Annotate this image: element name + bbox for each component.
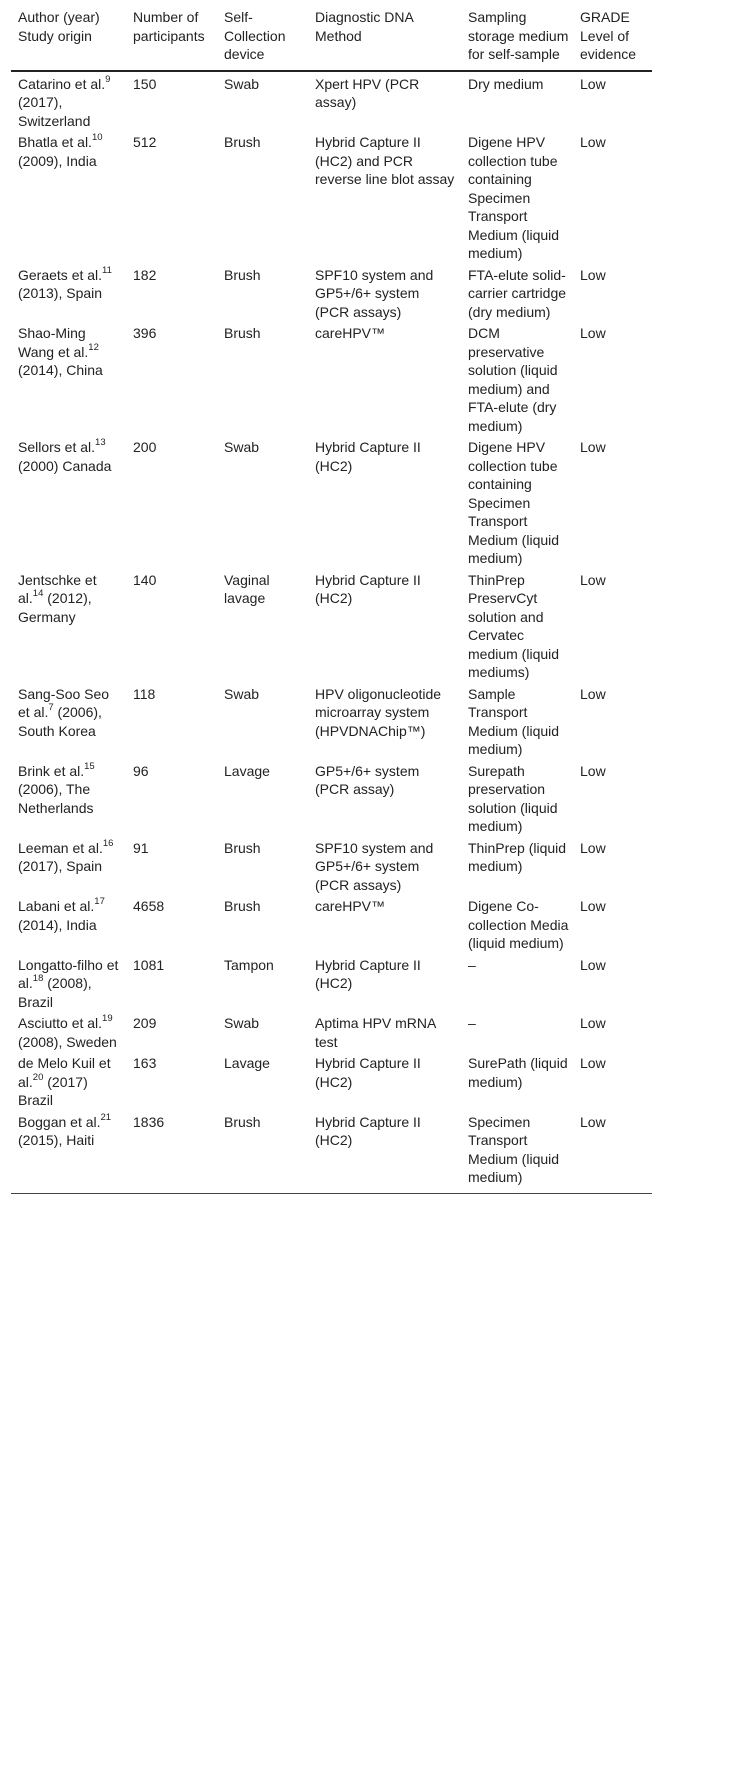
cell-device: Swab — [224, 75, 260, 92]
table-row — [11, 1051, 652, 1110]
cell-device: Swab — [224, 685, 260, 702]
author-name: Brink et al. — [18, 762, 85, 779]
cell-grade: Low — [580, 956, 606, 973]
reference-number: 21 — [100, 1111, 112, 1123]
cell-method: Hybrid Capture II (HC2) — [308, 1110, 461, 1194]
cell-medium: Digene Co-collection Media (liquid medium) — [468, 898, 569, 951]
cell-participants: 1836 — [126, 1110, 217, 1194]
table-row — [11, 836, 652, 895]
author-year-origin: (2008), Brazil — [18, 975, 92, 1010]
cell-participants: 396 — [133, 325, 157, 341]
author-name: Longatto-filho et al. — [18, 956, 119, 991]
author-year-origin: (2000) Canada — [18, 457, 112, 474]
cell-grade: Low — [580, 439, 606, 455]
cell-author — [11, 836, 126, 895]
cell-medium: FTA-elute solid-carrier cartridge (dry medium) — [468, 266, 567, 320]
cell-device: Swab — [224, 1015, 260, 1031]
cell-grade: Low — [580, 1055, 606, 1071]
cell-author — [11, 130, 126, 263]
cell-medium: – — [468, 1015, 476, 1031]
reference-number: 11 — [102, 264, 112, 276]
reference-number: 17 — [94, 896, 105, 908]
reference-number: 9 — [105, 73, 111, 85]
author-name: Boggan et al. — [18, 1113, 101, 1130]
reference-number: 7 — [48, 702, 54, 714]
author-name: Labani et al. — [18, 898, 95, 914]
header-participants: Number of participants — [126, 7, 217, 71]
cell-device: Brush — [224, 134, 261, 150]
cell-participants: 163 — [133, 1055, 157, 1071]
cell-method: careHPV™ — [315, 898, 386, 914]
author-name: Jentschke et al. — [18, 571, 97, 606]
author-year-origin: (2017) Brazil — [18, 1073, 88, 1108]
cell-grade: Low — [580, 571, 606, 588]
cell-medium: DCM preservative solution (liquid medium) and FTA-elute (dry medium) — [468, 325, 558, 434]
reference-number: 18 — [32, 973, 44, 985]
cell-participants: 209 — [133, 1015, 157, 1031]
cell-author — [11, 1110, 126, 1194]
author-year-origin: (2009), India — [18, 152, 97, 169]
author-year-origin: (2014), India — [18, 916, 97, 933]
reference-number: 20 — [32, 1071, 44, 1083]
header-device: Self-Collection device — [217, 7, 308, 71]
cell-device: Brush — [224, 898, 261, 914]
author-name: Leeman et al. — [18, 839, 103, 856]
table-row — [11, 568, 652, 682]
cell-grade: Low — [580, 75, 606, 92]
cell-author — [11, 1051, 126, 1110]
author-year-origin: (2017), Spain — [18, 858, 103, 874]
cell-participants: 512 — [133, 134, 157, 150]
cell-medium: ThinPrep (liquid medium) — [468, 839, 567, 874]
cell-medium: – — [468, 956, 476, 973]
reference-number: 12 — [88, 341, 99, 353]
cell-grade: Low — [580, 898, 606, 914]
reference-number: 13 — [95, 437, 106, 449]
table-row — [11, 759, 652, 836]
cell-participants: 150 — [133, 75, 157, 92]
table-row — [11, 435, 652, 568]
cell-method: Hybrid Capture II (HC2) and PCR reverse line blot assay — [315, 134, 455, 187]
table-row — [11, 894, 652, 953]
header-author: Author (year) Study origin — [11, 7, 126, 71]
cell-medium: Digene HPV collection tube containing Specimen Transport Medium (liquid medium) — [468, 134, 560, 261]
cell-grade: Low — [580, 839, 606, 856]
header-grade: GRADE Level of evidence — [573, 7, 652, 71]
table-row — [11, 1011, 652, 1051]
author-year-origin: (2008), Sweden — [18, 1033, 117, 1050]
cell-device: Brush — [217, 1110, 308, 1194]
cell-device: Brush — [224, 266, 261, 283]
author-year-origin: (2015), Haiti — [18, 1132, 95, 1148]
cell-grade: Low — [580, 685, 606, 702]
cell-method: Hybrid Capture II (HC2) — [315, 571, 421, 606]
cell-author — [11, 953, 126, 1012]
reference-number: 19 — [102, 1013, 113, 1025]
cell-device: Tampon — [224, 956, 274, 973]
table-row — [11, 263, 652, 322]
cell-method: Xpert HPV (PCR assay) — [315, 75, 420, 110]
author-year-origin: (2006), The Netherlands — [18, 781, 94, 816]
cell-participants: 140 — [133, 571, 157, 588]
cell-device: Vaginal lavage — [224, 571, 270, 606]
table-row — [11, 71, 652, 131]
cell-device: Lavage — [224, 1055, 270, 1071]
cell-author — [11, 321, 126, 435]
author-name: Asciutto et al. — [18, 1015, 103, 1031]
cell-medium: Surepath preservation solution (liquid medium) — [468, 762, 558, 834]
cell-author — [11, 759, 126, 836]
cell-author — [11, 894, 126, 953]
cell-participants: 1081 — [133, 956, 165, 973]
cell-device: Lavage — [224, 762, 270, 779]
cell-method: SPF10 system and GP5+/6+ system (PCR assays) — [315, 266, 434, 320]
cell-medium: Specimen Transport Medium (liquid medium) — [461, 1110, 573, 1194]
cell-medium: Dry medium — [468, 75, 544, 92]
cell-author — [11, 435, 126, 568]
author-year-origin: (2014), China — [18, 362, 103, 378]
cell-method: Aptima HPV mRNA test — [315, 1015, 436, 1050]
cell-device: Brush — [224, 839, 261, 856]
table-row — [11, 953, 652, 1012]
author-name: Sellors et al. — [18, 439, 96, 455]
author-name: de Melo Kuil et al. — [18, 1055, 111, 1090]
author-year-origin: (2017), Switzerland — [18, 94, 91, 129]
author-year-origin: (2012), Germany — [18, 590, 92, 625]
cell-participants: 91 — [133, 839, 149, 856]
author-name: Catarino et al. — [18, 75, 106, 92]
table-row — [11, 682, 652, 759]
cell-method: careHPV™ — [315, 325, 386, 341]
cell-author — [11, 1011, 126, 1051]
reference-number: 15 — [84, 760, 95, 772]
cell-device: Swab — [224, 439, 260, 455]
author-name: Shao-Ming Wang et al. — [18, 325, 89, 360]
cell-method: Hybrid Capture II (HC2) — [315, 1055, 421, 1090]
cell-medium: Sample Transport Medium (liquid medium) — [468, 685, 560, 757]
cell-author — [11, 263, 126, 322]
cell-participants: 96 — [133, 762, 149, 779]
cell-participants: 200 — [133, 439, 157, 455]
cell-method: SPF10 system and GP5+/6+ system (PCR assays) — [315, 839, 434, 893]
reference-number: 16 — [102, 837, 114, 849]
author-year-origin: (2013), Spain — [18, 285, 103, 301]
studies-table — [11, 7, 652, 1194]
cell-method: GP5+/6+ system (PCR assay) — [315, 762, 420, 797]
cell-grade: Low — [573, 1110, 652, 1194]
cell-participants: 4658 — [133, 898, 165, 914]
table-row — [11, 321, 652, 435]
author-year-origin: (2006), South Korea — [18, 704, 102, 739]
cell-grade: Low — [580, 134, 606, 150]
header-medium: Sampling storage medium for self-sample — [461, 7, 573, 71]
cell-medium: ThinPrep PreservCyt solution and Cervatec medium (liquid mediums) — [468, 571, 560, 680]
author-name: Geraets et al. — [18, 266, 103, 283]
cell-medium: Digene HPV collection tube containing Specimen Transport Medium (liquid medium) — [468, 439, 560, 566]
cell-grade: Low — [580, 325, 606, 341]
cell-participants: 182 — [133, 266, 157, 283]
cell-grade: Low — [580, 266, 606, 283]
cell-grade: Low — [580, 762, 606, 779]
cell-method: Hybrid Capture II (HC2) — [315, 439, 421, 474]
header-row — [11, 7, 652, 71]
header-method: Diagnostic DNA Method — [308, 7, 461, 71]
table-row — [11, 1110, 652, 1194]
cell-method: HPV oligonucleotide microarray system (HPVDNAChip™) — [315, 685, 442, 739]
table-body — [11, 71, 652, 1194]
cell-author — [11, 682, 126, 759]
cell-medium: SurePath (liquid medium) — [468, 1055, 568, 1090]
reference-number: 10 — [91, 132, 103, 144]
cell-participants: 118 — [133, 685, 156, 702]
cell-method: Hybrid Capture II (HC2) — [315, 956, 421, 991]
cell-author — [11, 568, 126, 682]
table-header — [11, 7, 652, 71]
cell-grade: Low — [580, 1015, 606, 1031]
cell-author — [11, 71, 126, 131]
reference-number: 14 — [32, 588, 44, 600]
author-name: Bhatla et al. — [18, 134, 92, 150]
table-row — [11, 130, 652, 263]
cell-device: Brush — [224, 325, 261, 341]
author-name: Sang-Soo Seo et al. — [18, 685, 110, 720]
